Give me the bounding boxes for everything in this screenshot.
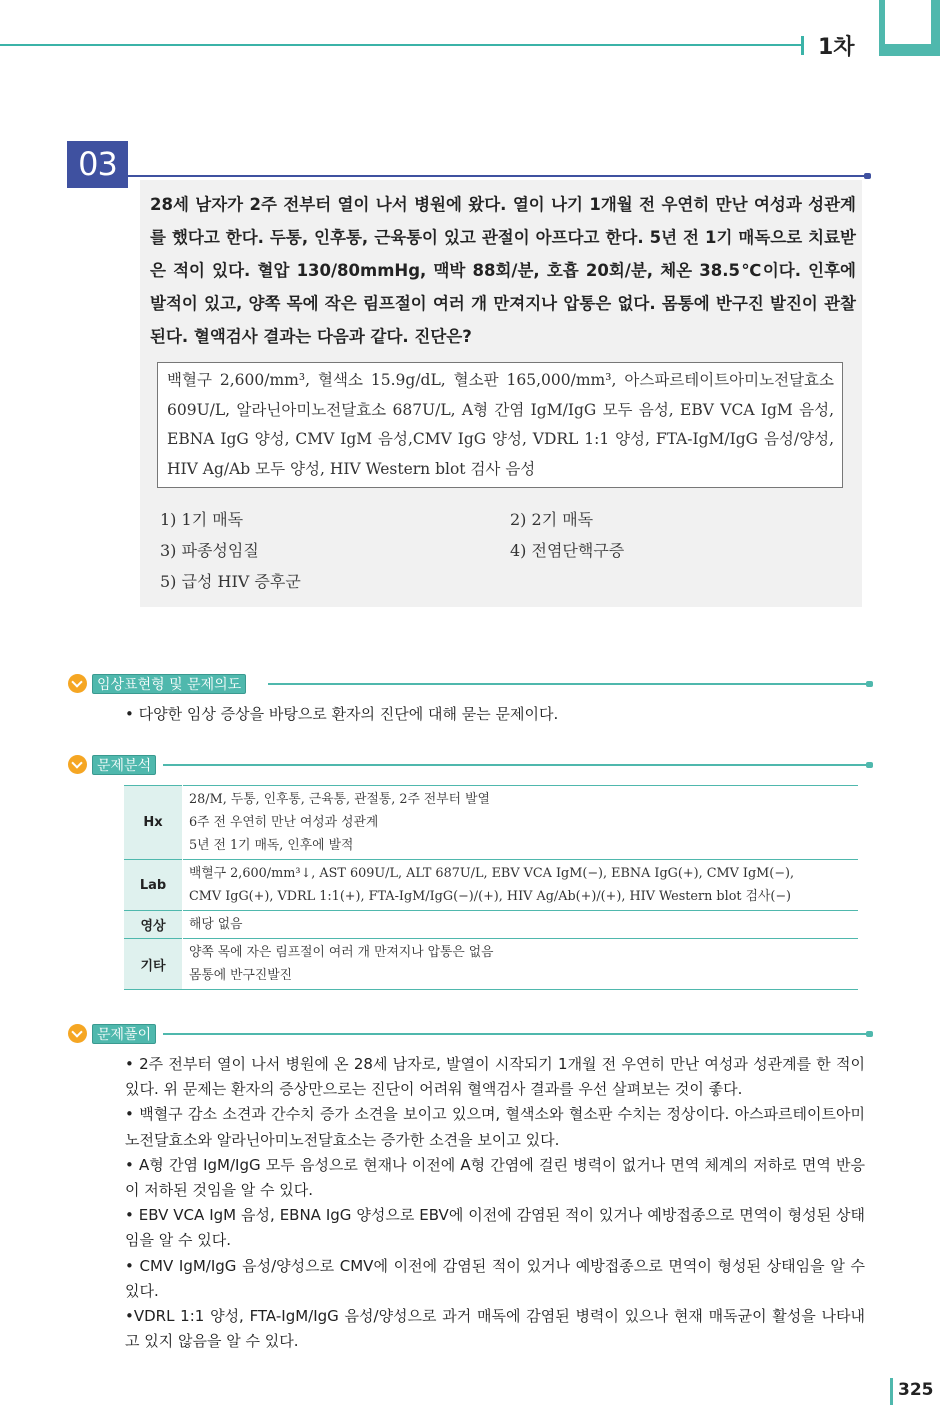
hx-line: 6주 전 우연히 만난 여성과 성관계 [189, 815, 379, 830]
table-row [124, 786, 858, 860]
section-analysis-rule [163, 764, 868, 766]
analysis-table [124, 785, 858, 990]
hx-line: 28/M, 두통, 인후통, 근육통, 관절통, 2주 전부터 발열 [189, 792, 490, 807]
check-badge-icon [68, 674, 87, 693]
row-head-hx: Hx [124, 786, 183, 860]
section-solution-rule-end [866, 1031, 873, 1037]
other-line: 양쪽 목에 자은 림프절이 여러 개 만져지나 압통은 없음 [189, 945, 494, 960]
lab-line: CMV IgG(+), VDRL 1:1(+), FTA-IgM/IgG(−)/(+), HIV Ag/Ab(+)/(+), HIV Western blot 검사(−) [189, 889, 792, 904]
row-head-other: 기타 [124, 939, 183, 990]
row-content-imaging [183, 911, 859, 939]
row-content-hx [183, 786, 859, 860]
section-analysis-rule-end [866, 762, 873, 768]
list-item: • A형 간염 IgM/IgG 모두 음성으로 현재나 이전에 A형 간염에 걸린 병력이 없거나 면역 체계의 저하로 면역 반응이 저하된 것임을 알 수 있다. [125, 1155, 865, 1200]
row-head-imaging: 영상 [124, 911, 183, 939]
page-number: 325 [898, 1380, 934, 1400]
list-item: • EBV VCA IgM 음성, EBNA IgG 양성으로 EBV에 이전에 감염된 적이 있거나 예방접종으로 면역이 형성된 상태임을 알 수 있다. [125, 1206, 865, 1250]
solution-list [125, 1052, 865, 1354]
list-item: • 백혈구 감소 소견과 간수치 증가 소견을 보이고 있으며, 혈색소와 혈소판 수치는 정상이다. 아스파르테이트아미노전달효소와 알라닌아미노전달효소는 증가한 소견을 보이고 있다. [125, 1105, 865, 1149]
section-intent-rule-end [866, 681, 873, 687]
list-item: • CMV IgM/IgG 음성/양성으로 CMV에 이전에 감염된 적이 있거나 예방접종으로 면역이 형성된 상태임을 알 수 있다. [125, 1256, 865, 1300]
section-solution-title: 문제풀이 [92, 1024, 156, 1044]
choice-2[interactable]: 2) 2기 매독 [510, 510, 594, 529]
imaging-line: 해당 없음 [189, 917, 243, 932]
row-content-other [183, 939, 859, 990]
section-solution-rule [163, 1033, 868, 1035]
list-item: • 2주 전부터 열이 나서 병원에 온 28세 남자로, 발열이 시작되기 1개월 전 우연히 만난 여성과 성관계를 한 적이 있다. 위 문제는 환자의 증상만으로는 진단이 어려워 혈액검사 결과를 우선 살펴보는 것이 좋다. [125, 1055, 865, 1099]
check-badge-icon [68, 1024, 87, 1043]
lab-line: 백혈구 2,600/mm³↓, AST 609U/L, ALT 687U/L, EBV VCA IgM(−), EBNA IgG(+), CMV IgM(−), [189, 866, 795, 881]
other-line: 몸통에 반구진발진 [189, 968, 292, 983]
header-rule [0, 44, 802, 46]
question-number: 03 [67, 141, 128, 188]
section-intent-title: 임상표현형 및 문제의도 [92, 674, 246, 694]
round-label: 1차 [818, 35, 855, 60]
choice-3[interactable]: 3) 파종성임질 [160, 541, 259, 560]
row-head-lab: Lab [124, 860, 183, 911]
list-item: •VDRL 1:1 양성, FTA-IgM/IgG 음성/양성으로 과거 매독에 감염된 병력이 있으나 현재 매독균이 활성을 나타내고 있지 않음을 알 수 있다. [125, 1307, 865, 1351]
choice-1[interactable]: 1) 1기 매독 [160, 510, 244, 529]
table-row [124, 911, 858, 939]
question-stem: 28세 남자가 2주 전부터 열이 나서 병원에 왔다. 열이 나기 1개월 전 우연히 만난 여성과 성관계를 했다고 한다. 두통, 인후통, 근육통이 있고 관절이 아프다고 한다. 5년 전 1기 매독으로 치료받은 적이 있다. 혈압 130/80mmHg, 맥박 88회/분, 호흡 20회/분, 체온 38.5℃이다. 인후에 발적이 있고, 양쪽 목에 작은 림프절이 여러 개 만져지나 압통은 없다. 몸통에 반구진 발진이 관찰된다. 혈액검사 결과는 다음과 같다. 진단은? [150, 195, 856, 346]
table-row [124, 860, 858, 911]
chapter-tab-inner [885, 0, 931, 44]
question-rule [128, 175, 866, 177]
choice-5[interactable]: 5) 급성 HIV 증후군 [160, 572, 301, 591]
lab-results-box: 백혈구 2,600/mm³, 혈색소 15.9g/dL, 혈소판 165,000/mm³, 아스파르테이트아미노전달효소 609U/L, 알라닌아미노전달효소 687U/L, A형 간염 IgM/IgG 모두 음성, EBV VCA IgM 음성, EBNA IgG 양성, CMV IgM 음성,CMV IgG 양성, VDRL 1:1 양성, FTA-IgM/IgG 음성/양성, HIV Ag/Ab 모두 양성, HIV Western blot 검사 음성 [157, 362, 843, 488]
section-analysis-title: 문제분석 [92, 755, 156, 775]
choice-4[interactable]: 4) 전염단핵구증 [510, 541, 625, 560]
question-rule-end [864, 173, 871, 179]
page-number-bar [890, 1378, 893, 1405]
row-content-lab [183, 860, 859, 911]
header-rule-tick [801, 36, 804, 55]
intent-bullet: • 다양한 임상 증상을 바탕으로 환자의 진단에 대해 묻는 문제이다. [125, 705, 559, 723]
check-badge-icon [68, 755, 87, 774]
hx-line: 5년 전 1기 매독, 인후에 발적 [189, 838, 354, 853]
section-intent-rule [268, 683, 868, 685]
table-row [124, 939, 858, 990]
